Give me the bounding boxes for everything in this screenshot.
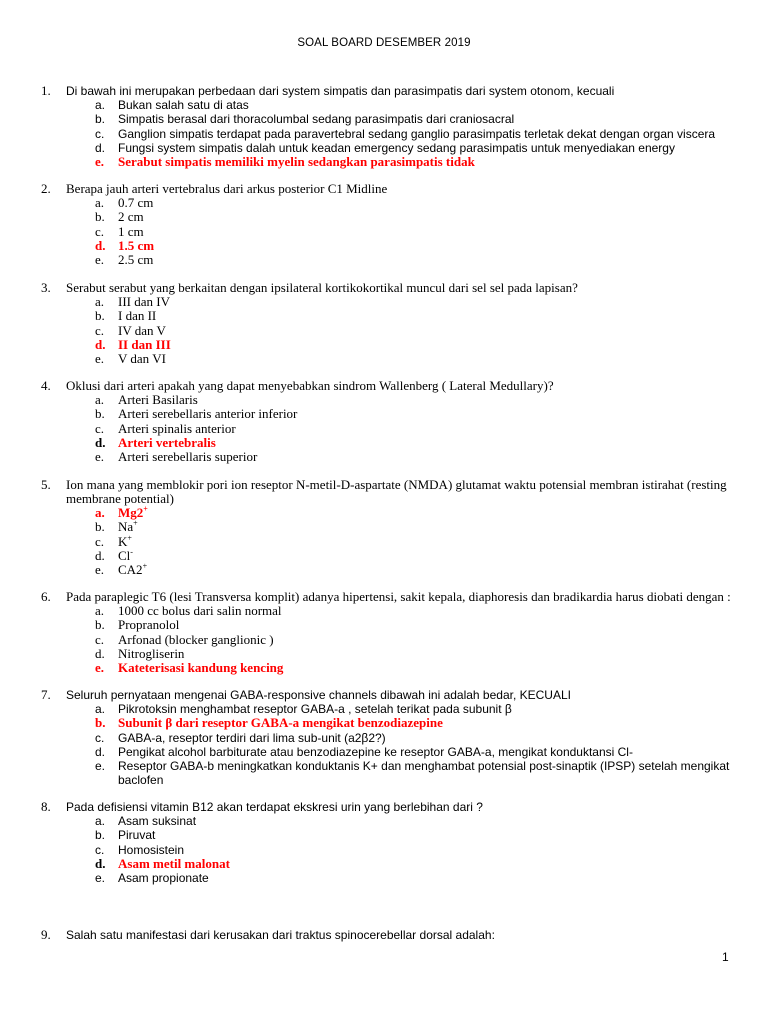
option-text: Pengikat alcohol barbiturate atau benzodiazepine ke reseptor GABA-a, mengikat konduktansi Cl- [118,744,633,759]
option-letter: a. [95,195,105,210]
option-letter: e. [95,252,105,268]
option-text: Fungsi system simpatis dalah untuk keadan emergency sedang parasimpatis untuk menyediakan energy [118,140,675,155]
option-text: 2 cm [118,209,144,225]
option-letter: c. [95,126,105,141]
option-text: Arteri Basilaris [118,392,198,407]
option-text: Arteri serebellaris superior [118,449,258,465]
question-3 [0,281,768,366]
question-7 [0,688,768,787]
question-2 [0,182,768,267]
option-letter: a. [95,98,106,112]
option-letter: b. [95,209,105,225]
option-letter: c. [95,533,105,549]
option-letter: e. [95,351,105,367]
option-letter-correct: a. [95,505,105,520]
superscript: + [133,518,138,528]
question-text: Di bawah ini merupakan perbedaan dari system simpatis dan parasimpatis dari system otonom, kecuali [66,84,615,98]
question-1 [0,84,768,169]
option-text: GABA-a, reseptor terdiri dari lima sub-unit (a2β2?) [118,730,386,745]
option-letter: d. [95,140,106,155]
option-letter: c. [95,842,105,857]
option-text: 0.7 cm [118,195,154,210]
option-text: III dan IV [118,294,170,309]
option-text: CA2 [118,562,143,578]
question-6 [0,590,768,675]
option-letter-correct: e. [95,154,105,170]
question-number: 9. [41,927,51,942]
option-text-correct: II dan III [118,336,171,352]
option-text: Arteri spinalis anterior [118,420,236,436]
option-letter: c. [95,420,105,436]
question-text: Pada defisiensi vitamin B12 akan terdapat ekskresi urin yang berlebihan dari ? [66,800,483,814]
option-letter: b. [95,617,105,633]
document-title: SOAL BOARD DESEMBER 2019 [297,37,471,49]
page-number: 1 [722,950,729,964]
question-number: 1. [41,83,51,98]
option-text: 1 cm [118,223,144,239]
option-letter: d. [95,744,106,759]
question-text: Salah satu manifestasi dari kerusakan dari traktus spinocerebellar dorsal adalah: [66,928,495,942]
option-text: Na [118,519,134,535]
option-letter: a. [95,702,106,716]
option-letter: e. [95,449,105,465]
option-text: Asam suksinat [118,814,197,828]
option-text: Asam propionate [118,871,209,886]
option-letter: e. [95,871,106,886]
superscript: + [143,504,148,514]
question-text: Ion mana yang memblokir pori ion reseptor N-metil-D-aspartate (NMDA) glutamat waktu potensial membran istirahat (resting membrane potential) [66,477,727,506]
option-letter: b. [95,112,106,127]
option-text-correct: Subunit β dari reseptor GABA-a mengikat benzodiazepine [118,715,443,731]
option-text: Propranolol [118,617,180,633]
question-number: 7. [41,687,51,702]
option-text: V dan VI [118,351,166,367]
option-text: Ganglion simpatis terdapat pada paravertebral sedang ganglio parasimpatis terletak dekat dengan organ viscera [118,126,716,141]
option-letter-correct: d. [95,237,106,253]
option-text: K [118,533,128,549]
question-8 [0,800,768,885]
option-letter: a. [95,603,105,618]
option-letter-correct: d. [95,855,106,871]
option-letter: b. [95,828,106,843]
option-letter-correct: d. [95,336,106,352]
option-text: Cl [118,547,131,563]
option-text: 2.5 cm [118,252,154,268]
option-text: Reseptor GABA-b meningkatkan konduktanis K+ dan menghambat potensial post-sinaptik (IPSP) setelah mengikat baclofen [118,759,730,788]
option-text-correct: Asam metil malonat [118,855,230,871]
option-text: Arteri serebellaris anterior inferior [118,406,298,422]
question-number: 2. [41,181,51,196]
option-text-correct: 1.5 cm [118,237,155,253]
option-letter: e. [95,562,105,578]
question-5 [0,478,768,577]
option-letter: e. [95,759,106,774]
question-number: 4. [41,378,51,393]
option-letter: c. [95,322,105,338]
option-letter: b. [95,519,105,535]
option-text: Bukan salah satu di atas [118,98,249,112]
option-letter: a. [95,294,105,309]
option-letter-correct: b. [95,715,106,731]
option-letter: d. [95,547,105,563]
superscript: - [130,547,133,557]
option-text: Homosistein [118,842,185,857]
superscript: + [142,561,148,571]
option-text: IV dan V [118,322,166,338]
question-text: Berapa jauh arteri vertebralus dari arkus posterior C1 Midline [66,181,388,196]
option-letter: c. [95,223,105,239]
question-text: Seluruh pernyataan mengenai GABA-responsive channels dibawah ini adalah bedar, KECUALI [66,688,571,702]
option-letter-correct: e. [95,660,105,676]
option-text: Arfonad (blocker ganglionic ) [118,631,274,647]
option-text: Nitrogliserin [118,645,185,661]
option-letter-correct: d. [95,434,106,450]
question-text: Serabut serabut yang berkaitan dengan ipsilateral kortikokortikal muncul dari sel sel pada lapisan? [66,280,578,295]
option-letter: d. [95,645,105,661]
option-text-correct: Serabut simpatis memiliki myelin sedangkan parasimpatis tidak [118,154,475,170]
option-text: Simpatis berasal dari thoracolumbal sedang parasimpatis dari craniosacral [118,112,515,127]
option-text-correct: Mg2 [118,505,144,520]
question-number: 3. [41,280,51,295]
option-text: I dan II [118,308,157,324]
option-text-correct: Kateterisasi kandung kencing [118,660,284,676]
question-number: 8. [41,799,51,814]
option-letter: b. [95,308,105,324]
option-letter: b. [95,406,105,422]
option-text: Pikrotoksin menghambat reseptor GABA-a , setelah terikat pada subunit β [118,702,512,716]
superscript: + [127,533,132,543]
question-number: 5. [41,477,51,492]
question-9 [0,928,768,942]
option-text: 1000 cc bolus dari salin normal [118,603,282,618]
option-letter: c. [95,631,105,647]
question-text: Pada paraplegic T6 (lesi Transversa komplit) adanya hipertensi, sakit kepala, diaphoresis dan bradikardia harus diobati dengan : [66,589,731,604]
option-letter: a. [95,814,106,828]
question-4 [0,379,768,464]
question-number: 6. [41,589,51,604]
option-text-correct: Arteri vertebralis [118,434,216,450]
option-letter: a. [95,392,105,407]
option-text: Piruvat [118,828,156,843]
question-text: Oklusi dari arteri apakah yang dapat menyebabkan sindrom Wallenberg ( Lateral Medullary)? [66,378,554,393]
option-letter: c. [95,730,105,745]
